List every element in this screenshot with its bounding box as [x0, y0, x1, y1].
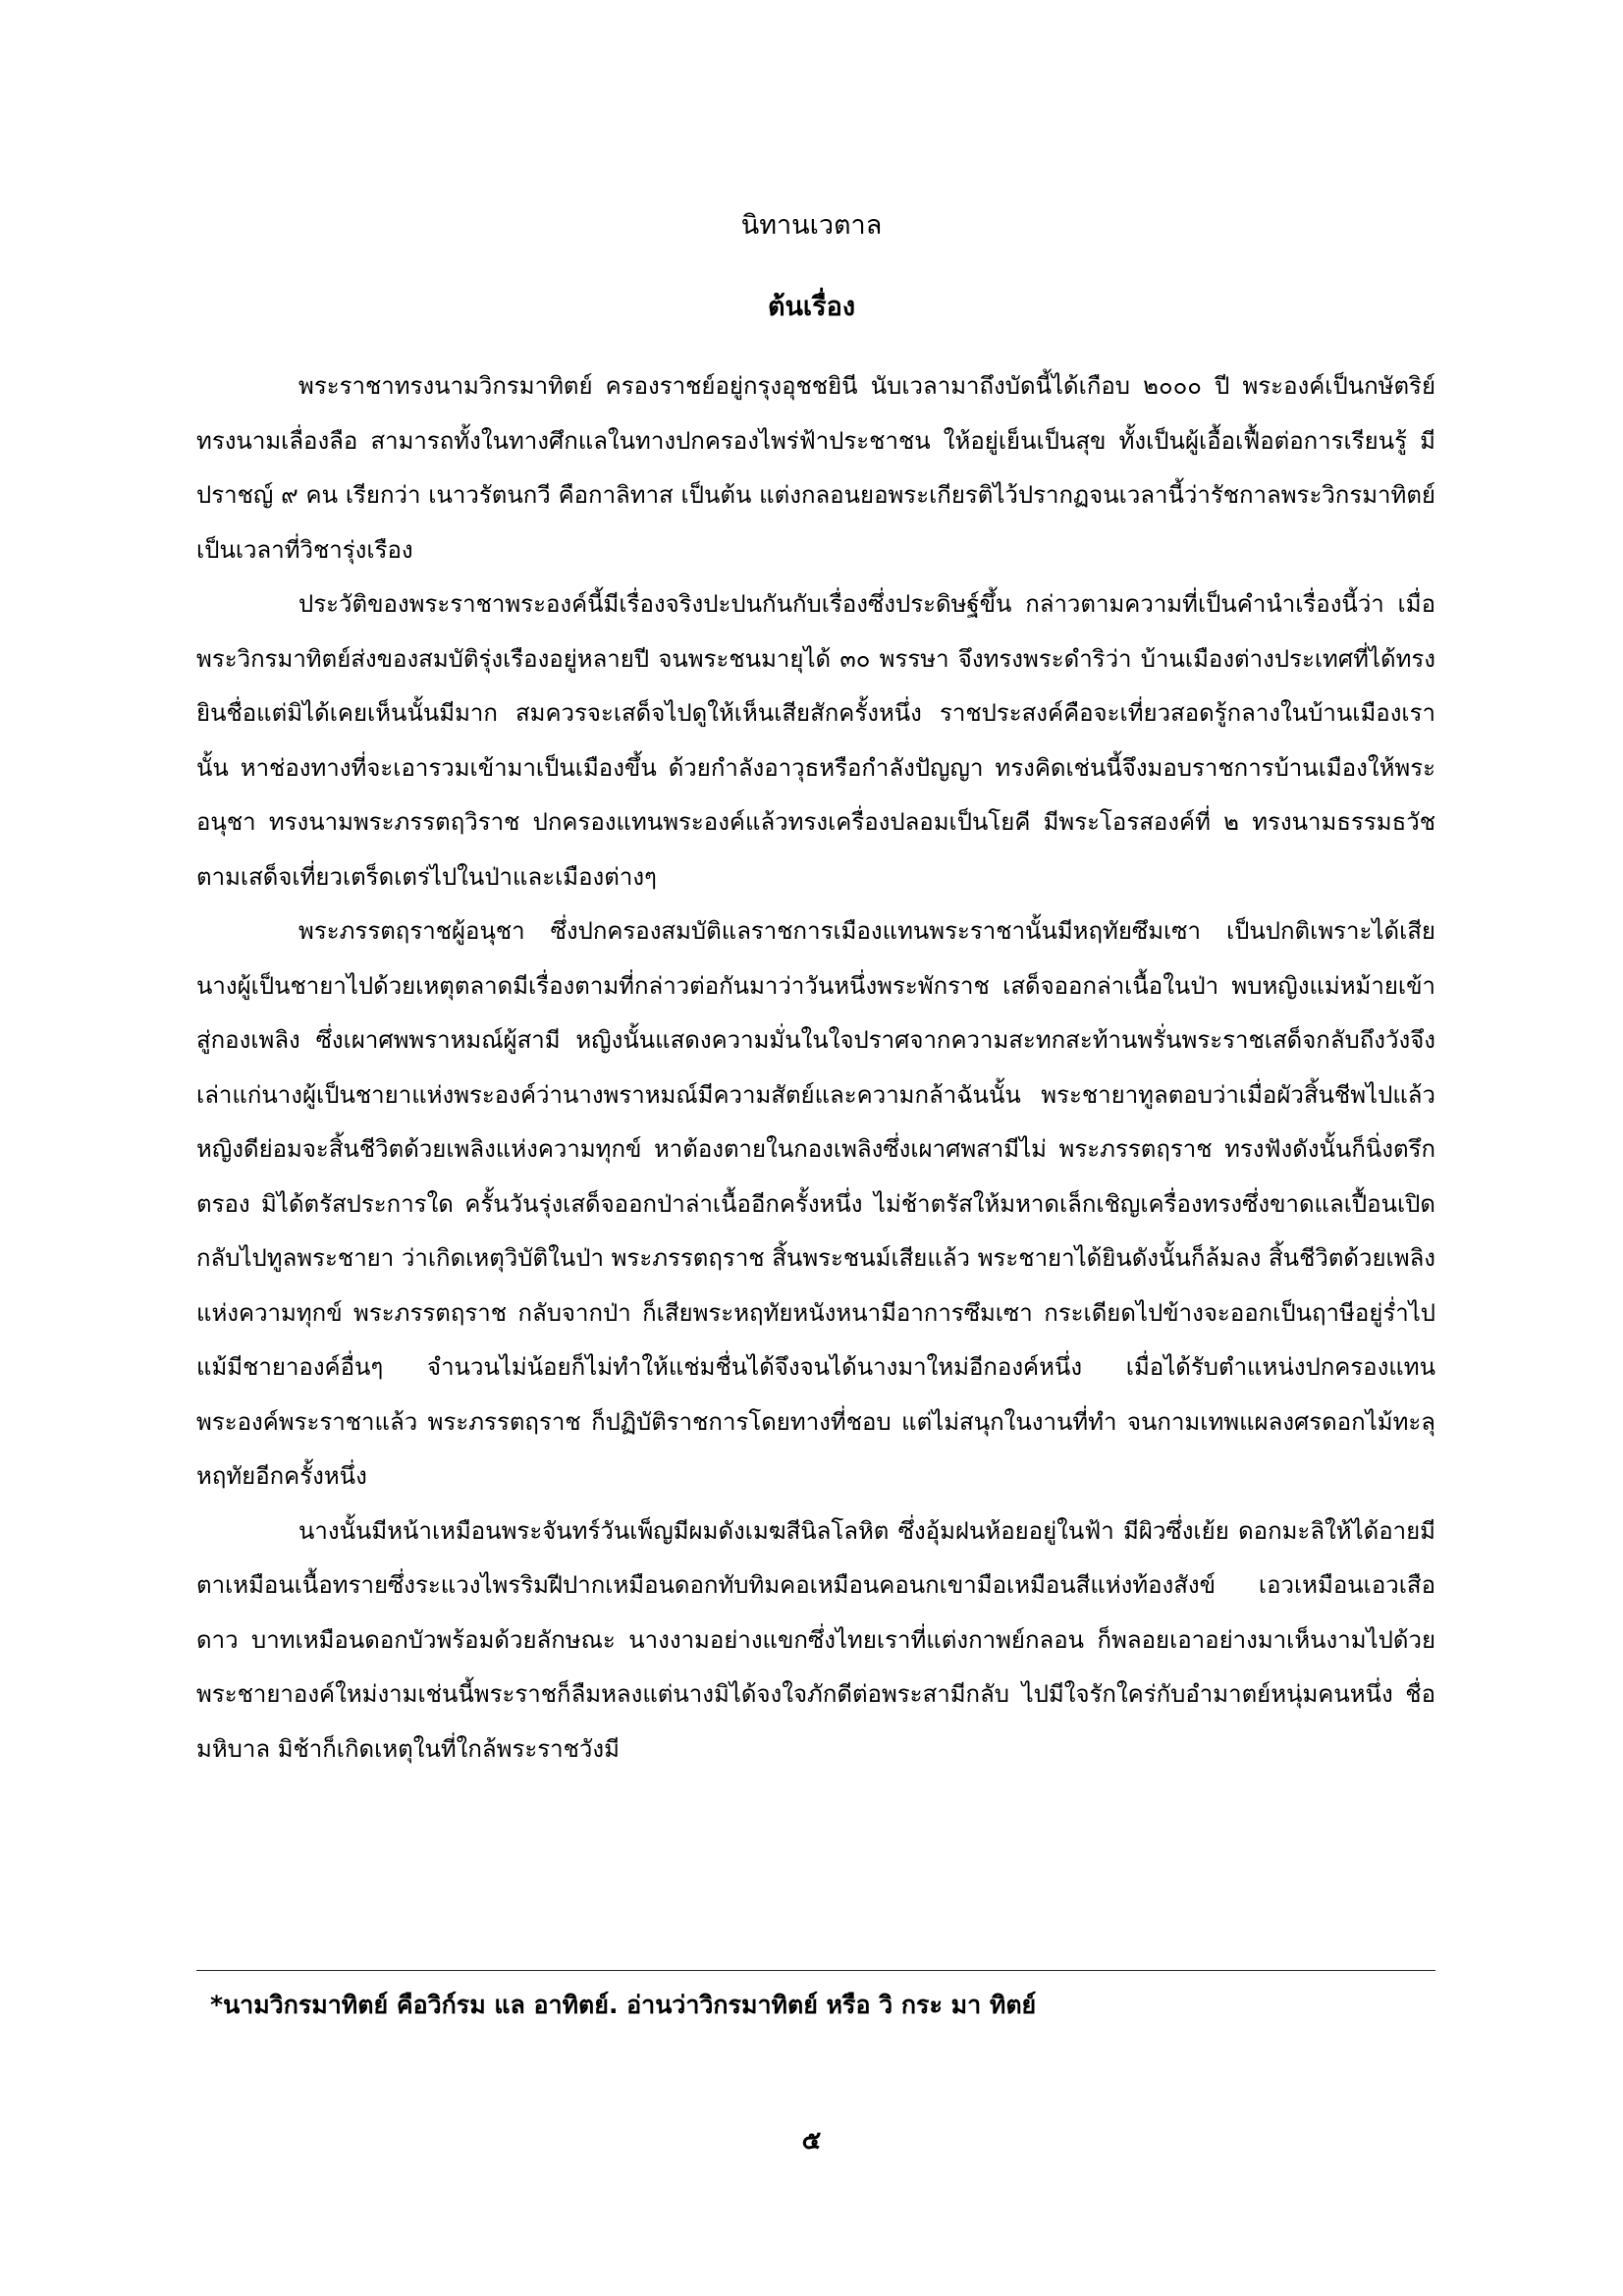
paragraph: ประวัติของพระราชาพระองค์นี้มีเรื่องจริงปะปนกันกับเรื่องซึ่งประดิษฐ์ขึ้น กล่าวตามความที่เป็นคำนำเรื่องนี้ว่า เมื่อพระวิกรมาทิตย์ส่งของสมบัติรุ่งเรืองอยู่หลายปี จนพระชนมายุได้ ๓๐ พรรษา จึงทรงพระดำริว่า บ้านเมืองต่างประเทศที่ได้ทรงยินชื่อแต่มิได้เคยเห็นนั้นมีมาก สมควรจะเสด็จไปดูให้เห็นเสียสักครั้งหนึ่ง ราชประสงค์คือจะเที่ยวสอดรู้กลางในบ้านเมืองเรานั้น หาช่องทางที่จะเอารวมเข้ามาเป็นเมืองขึ้น ด้วยกำลังอาวุธหรือกำลังปัญญา ทรงคิดเช่นนี้จึงมอบราชการบ้านเมืองให้พระอนุชา ทรงนามพระภรรตฤวิราช ปกครองแทนพระองค์แล้วทรงเครื่องปลอมเป็นโยคี มีพระโอรสองค์ที่ ๒ ทรงนามธรรมธวัชตามเสด็จเที่ยวเตร็ดเตร่ไปในป่าและเมืองต่างๆ [196, 590, 1436, 891]
paragraph: พระราชาทรงนามวิกรมาทิตย์ ครองราชย์อยู่กรุงอุชชยินี นับเวลามาถึงบัดนี้ได้เกือบ ๒๐๐๐ ปี พระองค์เป็นกษัตริย์ทรงนามเลื่องลือ สามารถทั้งในทางศึกแลในทางปกครองไพร่ฟ้าประชาชน ให้อยู่เย็นเป็นสุข ทั้งเป็นผู้เอื้อเฟื้อต่อการเรียนรู้ มีปราชญ์ ๙ คน เรียกว่า เนาวรัตนกวี คือกาลิทาส เป็นต้น แต่งกลอนยอพระเกียรติไว้ปรากฏจนเวลานี้ว่ารัชกาลพระวิกรมาทิตย์เป็นเวลาที่วิชารุ่งเรือง [196, 372, 1435, 564]
paragraph: พระภรรตฤราชผู้อนุชา ซึ่งปกครองสมบัติแลราชการเมืองแทนพระราชานั้นมีหฤทัยซึมเซา เป็นปกติเพราะได้เสียนางผู้เป็นชายาไปด้วยเหตุตลาดมีเรื่องตามที่กล่าวต่อกันมาว่าวันหนึ่งพระพักราช เสด็จออกล่าเนื้อในป่า พบหญิงแม่หม้ายเข้าสู่กองเพลิง ซึ่งเผาศพพราหมณ์ผู้สามี หญิงนั้นแสดงความมั่นในใจปราศจากความสะทกสะท้านพรั่นพระราชเสด็จกลับถึงวังจึงเล่าแก่นางผู้เป็นชายาแห่งพระองค์ว่านางพราหมณ์มีความสัตย์และความกล้าฉันนั้น พระชายาทูลตอบว่าเมื่อผัวสิ้นชีพไปแล้ว หญิงดีย่อมจะสิ้นชีวิตด้วยเพลิงแห่งความทุกข์ หาต้องตายในกองเพลิงซึ่งเผาศพสามีไม่ พระภรรตฤราช ทรงฟังดังนั้นก็นิ่งตรึกตรอง มิได้ตรัสประการใด ครั้นวันรุ่งเสด็จออกป่าล่าเนื้ออีกครั้งหนึ่ง ไม่ช้าตรัสให้มหาดเล็กเชิญเครื่องทรงซึ่งขาดแลเปื้อนเปิดกลับไปทูลพระชายา ว่าเกิดเหตุวิบัติในป่า พระภรรตฤราช สิ้นพระชนม์เสียแล้ว พระชายาได้ยินดังนั้นก็ล้มลง สิ้นชีวิตด้วยเพลิงแห่งความทุกข์ พระภรรตฤราช กลับจากป่า ก็เสียพระหฤทัยหนังหนามีอาการซึมเซา กระเดียดไปข้างจะออกเป็นฤาษีอยู่ร่ำไป แม้มีชายาองค์อื่นๆ จำนวนไม่น้อยก็ไม่ทำให้แช่มชื่นได้จึงจนได้นางมาใหม่อีกองค์หนึ่ง เมื่อได้รับตำแหน่งปกครองแทนพระองค์พระราชาแล้ว พระภรรตฤราช ก็ปฏิบัติราชการโดยทางที่ชอบ แต่ไม่สนุกในงานที่ทำ จนกามเทพแผลงศรดอกไม้ทะลุหฤทัยอีกครั้งหนึ่ง [196, 917, 1435, 1490]
section-heading: ต้นเรื่อง [767, 292, 856, 322]
body-text [196, 359, 1435, 1777]
page-number: ๕ [801, 2126, 822, 2156]
document-title: นิทานเวตาล [740, 210, 883, 241]
footnote-divider [196, 1970, 1435, 1971]
footnote: *นามวิกรมาทิตย์ คือวิก์รม แล อาทิตย์. อ่านว่าวิกรมาทิตย์ หรือ วิ กระ มา ทิตย์ [210, 1991, 1037, 2019]
paragraph: นางนั้นมีหน้าเหมือนพระจันทร์วันเพ็ญมีผมดังเมฆสีนิลโลหิต ซึ่งอุ้มฝนห้อยอยู่ในฟ้า มีผิวซึ่งเย้ย ดอกมะลิให้ได้อายมีตาเหมือนเนื้อทรายซึ่งระแวงไพรริมฝีปากเหมือนดอกทับทิมคอเหมือนคอนกเขามือเหมือนสีแห่งท้องสังข์ เอวเหมือนเอวเสือดาว บาทเหมือนดอกบัวพร้อมด้วยลักษณะ นางงามอย่างแขกซึ่งไทยเราที่แต่งกาพย์กลอน ก็พลอยเอาอย่างมาเห็นงามไปด้วย พระชายาองค์ใหม่งามเช่นนี้พระราชก็ลืมหลงแต่นางมิได้จงใจภักดีต่อพระสามีกลับ ไปมีใจรักใคร่กับอำมาตย์หนุ่มคนหนึ่ง ชื่อ มหิบาล มิช้าก็เกิดเหตุในที่ใกล้พระราชวังมี [196, 1516, 1435, 1763]
